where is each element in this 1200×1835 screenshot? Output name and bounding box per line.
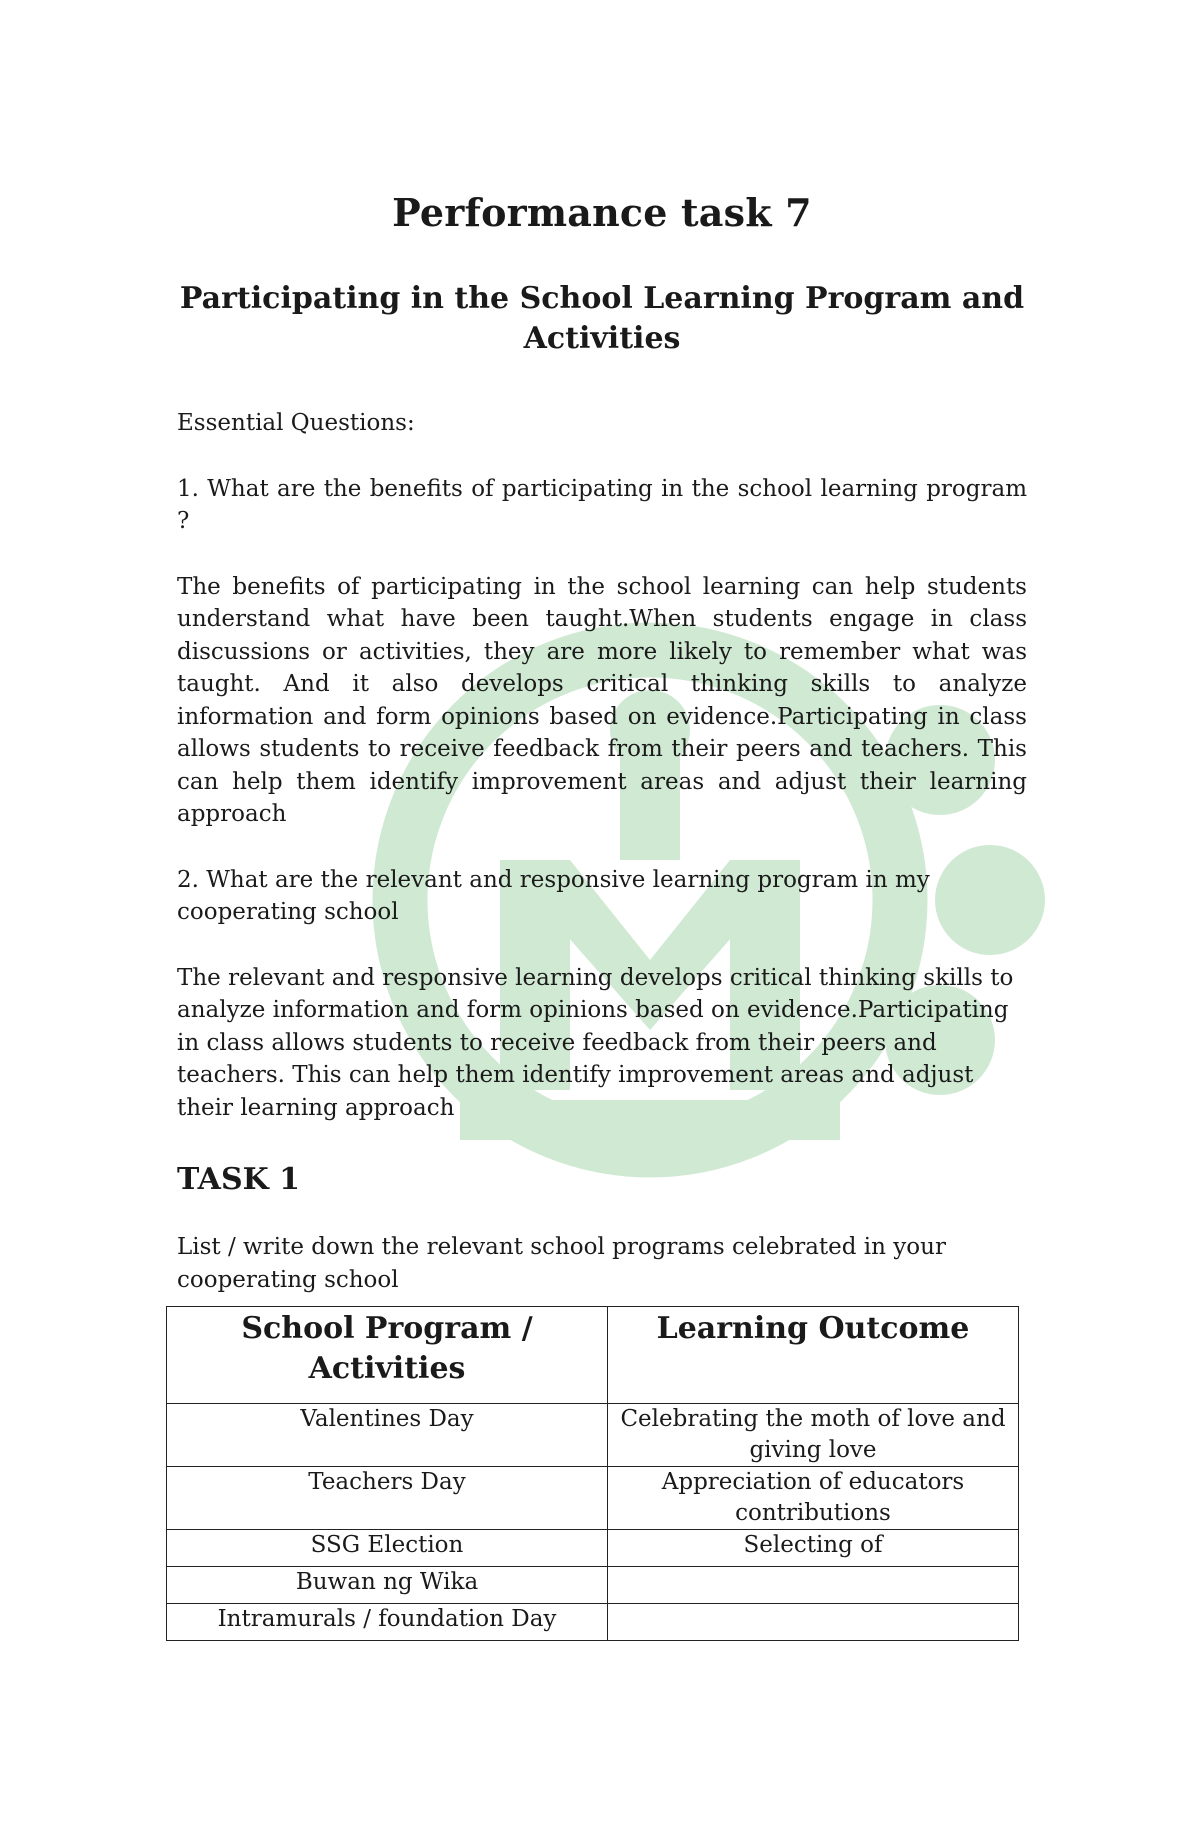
school-programs-table xyxy=(166,1306,1019,1641)
program-cell: Teachers Day xyxy=(167,1467,608,1530)
essential-questions-label: Essential Questions: xyxy=(177,410,415,436)
document-body xyxy=(177,190,1027,1296)
page-subtitle: Participating in the School Learning Program and Activities xyxy=(179,281,1025,356)
table-row xyxy=(167,1467,1019,1530)
outcome-cell xyxy=(608,1567,1019,1604)
outcome-cell: Celebrating the moth of love and giving love xyxy=(608,1404,1019,1467)
page-title: Performance task 7 xyxy=(392,190,812,235)
outcome-cell: Appreciation of educators contributions xyxy=(608,1467,1019,1530)
question-2: 2. What are the relevant and responsive learning program in my cooperating school xyxy=(177,866,930,925)
table-row xyxy=(167,1604,1019,1641)
table-row xyxy=(167,1530,1019,1567)
question-1: 1. What are the benefits of participating in the school learning program ? xyxy=(177,475,1027,534)
task-instruction: List / write down the relevant school programs celebrated in your cooperating school xyxy=(177,1234,946,1293)
table-row xyxy=(167,1567,1019,1604)
program-cell: Valentines Day xyxy=(167,1404,608,1467)
program-cell: Intramurals / foundation Day xyxy=(167,1604,608,1641)
program-cell: SSG Election xyxy=(167,1530,608,1567)
answer-1: The benefits of participating in the school learning can help students understand what have been taught.When students engage in class discussions or activities, they are more likely to remember what was taught. And it also develops critical thinking skills to analyze information and form opinions based on evidence.Participating in class allows students to receive feedback from their peers and teachers. This can help them identify improvement areas and adjust their learning approach xyxy=(177,573,1027,827)
task-heading: TASK 1 xyxy=(177,1162,301,1197)
table-row xyxy=(167,1404,1019,1467)
answer-2: The relevant and responsive learning develops critical thinking skills to analyze information and form opinions based on evidence.Participating in class allows students to receive feedback from their peers and teachers. This can help them identify improvement areas and adjust their learning approach xyxy=(177,964,1014,1121)
table-header-row xyxy=(167,1307,1019,1404)
header-school-program: School Program / Activities xyxy=(167,1307,608,1404)
outcome-cell xyxy=(608,1604,1019,1641)
program-cell: Buwan ng Wika xyxy=(167,1567,608,1604)
header-learning-outcome: Learning Outcome xyxy=(608,1307,1019,1404)
outcome-cell: Selecting of xyxy=(608,1530,1019,1567)
